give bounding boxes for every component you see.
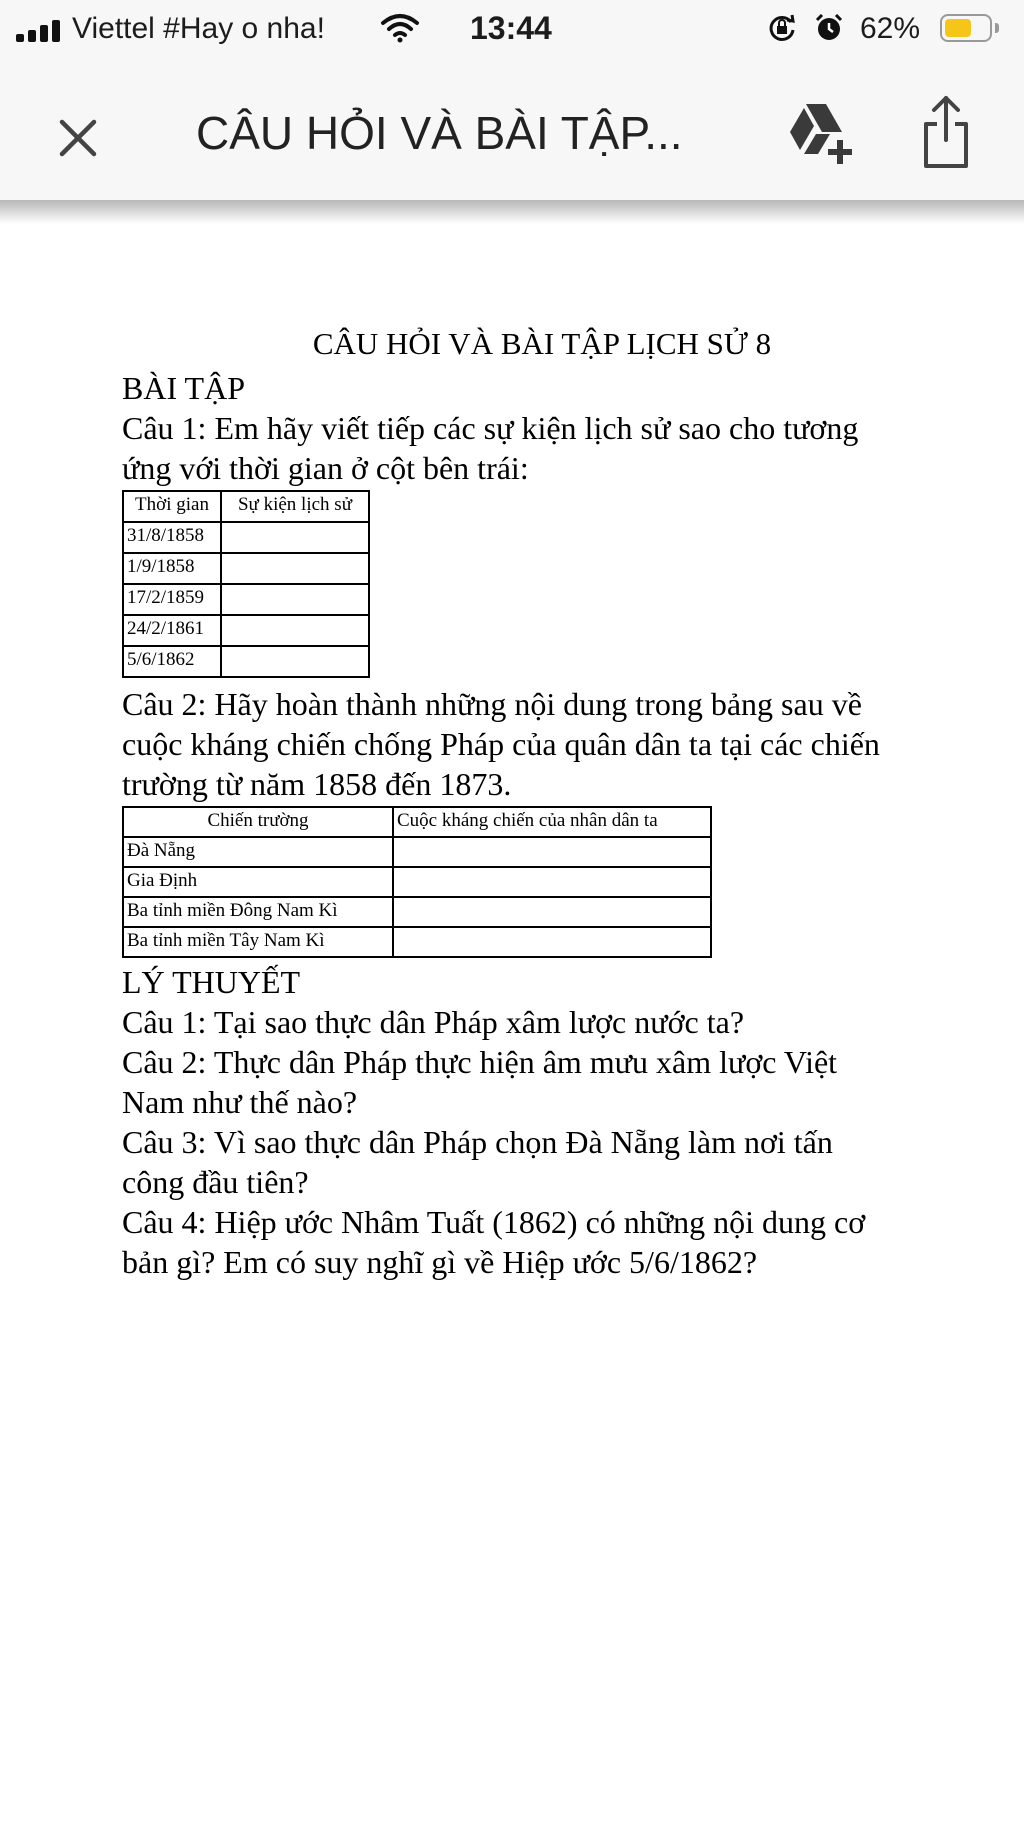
table-cell-battlefield: Gia Định xyxy=(123,867,393,897)
table-cell-resistance xyxy=(393,927,711,957)
table-cell-event xyxy=(221,646,369,677)
table-cell-resistance xyxy=(393,867,711,897)
table-header-cell: Cuộc kháng chiến của nhân dân ta xyxy=(393,807,711,837)
table-cell-date: 1/9/1858 xyxy=(123,553,221,584)
events-table xyxy=(122,490,370,678)
table-cell-resistance xyxy=(393,897,711,927)
table-row xyxy=(123,615,369,646)
table-header-row xyxy=(123,491,369,522)
battery-percent: 62% xyxy=(860,12,921,45)
table-header-cell: Chiến trường xyxy=(123,807,393,837)
status-bar xyxy=(0,0,1024,58)
alarm-icon xyxy=(815,14,843,42)
table-cell-battlefield: Đà Nẵng xyxy=(123,837,393,867)
table-cell-battlefield: Ba tỉnh miền Tây Nam Kì xyxy=(123,927,393,957)
question-1-text: Câu 1: Em hãy viết tiếp các sự kiện lịch sử sao cho tương ứng với thời gian ở cột bên trái: xyxy=(122,410,859,486)
signal-icon xyxy=(16,20,66,42)
battlefields-table xyxy=(122,806,712,958)
carrier-name: Viettel #Hay o nha! xyxy=(72,12,325,45)
close-icon[interactable] xyxy=(48,108,108,168)
theory-question-3: Câu 3: Vì sao thực dân Pháp chọn Đà Nẵng làm nơi tấn công đầu tiên? xyxy=(122,1124,833,1200)
document-title: CÂU HỎI VÀ BÀI TẬP... xyxy=(196,107,683,159)
table-header-cell: Thời gian xyxy=(123,491,221,522)
table-row xyxy=(123,553,369,584)
section-theory-title: LÝ THUYẾT xyxy=(122,964,301,1000)
battery-icon xyxy=(940,14,992,42)
theory-question-4: Câu 4: Hiệp ước Nhâm Tuất (1862) có những nội dung cơ bản gì? Em có suy nghĩ gì về Hiệp ước 5/6/1862? xyxy=(122,1204,866,1280)
question-2-text: Câu 2: Hãy hoàn thành những nội dung trong bảng sau về cuộc kháng chiến chống Pháp của quân dân ta tại các chiến trường từ năm 1858 đến 1873. xyxy=(122,686,880,802)
status-time: 13:44 xyxy=(470,10,552,46)
drive-add-icon[interactable] xyxy=(782,98,854,170)
table-cell-event xyxy=(221,553,369,584)
table-row xyxy=(123,897,711,927)
share-icon[interactable] xyxy=(920,94,972,172)
table-cell-event xyxy=(221,584,369,615)
table-cell-battlefield: Ba tỉnh miền Đông Nam Kì xyxy=(123,897,393,927)
table-row xyxy=(123,927,711,957)
theory-question-2: Câu 2: Thực dân Pháp thực hiện âm mưu xâm lược Việt Nam như thế nào? xyxy=(122,1044,838,1120)
battery-fill xyxy=(945,19,971,37)
table-cell-event xyxy=(221,522,369,553)
table-header-row xyxy=(123,807,711,837)
section-exercises-title: BÀI TẬP xyxy=(122,370,245,406)
table-row xyxy=(123,522,369,553)
table-cell-event xyxy=(221,615,369,646)
header-shadow xyxy=(0,200,1024,224)
table-header-cell: Sự kiện lịch sử xyxy=(221,491,369,522)
rotation-lock-icon xyxy=(768,14,796,42)
app-header xyxy=(0,58,1024,208)
table-cell-date: 17/2/1859 xyxy=(123,584,221,615)
table-cell-date: 5/6/1862 xyxy=(123,646,221,677)
table-cell-date: 24/2/1861 xyxy=(123,615,221,646)
table-row xyxy=(123,837,711,867)
table-row xyxy=(123,867,711,897)
table-row xyxy=(123,646,369,677)
wifi-icon xyxy=(380,12,420,44)
battery-cap xyxy=(995,23,999,33)
table-row xyxy=(123,584,369,615)
table-cell-date: 31/8/1858 xyxy=(123,522,221,553)
table-cell-resistance xyxy=(393,837,711,867)
document-page xyxy=(122,326,902,1282)
theory-question-1: Câu 1: Tại sao thực dân Pháp xâm lược nước ta? xyxy=(122,1004,745,1040)
document-heading: CÂU HỎI VÀ BÀI TẬP LỊCH SỬ 8 xyxy=(312,326,772,361)
